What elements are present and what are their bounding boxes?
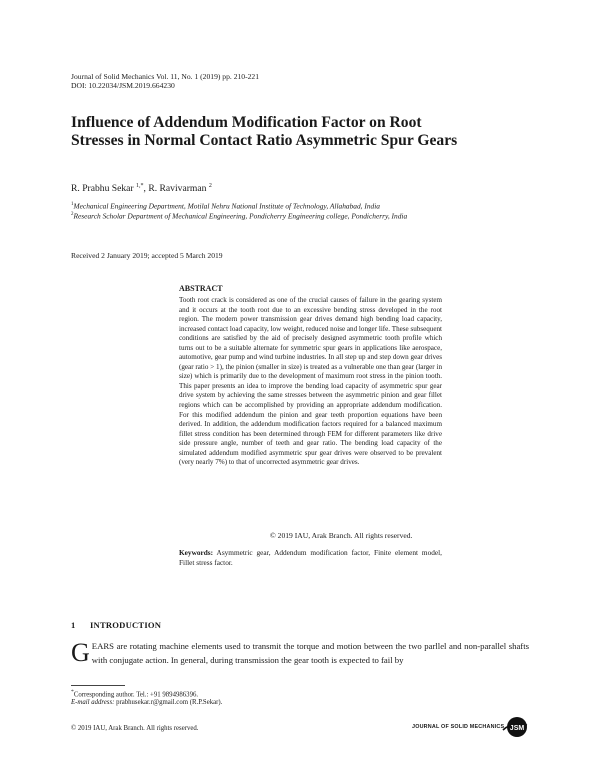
logo-text: JSM (509, 725, 525, 732)
abstract-copyright: © 2019 IAU, Arak Branch. All rights reserved. (270, 531, 413, 540)
keywords-text: Asymmetric gear, Addendum modification factor, Finite element model, Fillet stress factor. (179, 548, 442, 567)
author-affil-marker: 2 (208, 183, 212, 189)
journal-citation: Journal of Solid Mechanics Vol. 11, No. 1 (2019) pp. 210-221 (71, 72, 259, 81)
section-number: 1 (71, 620, 76, 630)
drop-cap: G (71, 638, 90, 667)
email-owner: (R.P.Sekar). (188, 699, 223, 706)
received-dates: Received 2 January 2019; accepted 5 March 2019 (71, 251, 223, 260)
journal-header (71, 72, 259, 91)
footnote-divider (71, 685, 125, 686)
intro-paragraph (71, 640, 529, 667)
author-separator: , (143, 183, 149, 195)
paper-title: Influence of Addendum Modification Factor on Root Stresses in Normal Contact Ratio Asymmetric Spur Gears (71, 114, 458, 150)
abstract-body: Tooth root crack is considered as one of the crucial causes of failure in the gearing system and it occurs at the tooth root due to an excessive bending stress developed in the root region. The modern power transmission gear drives demand high bending load capacity, increased contact load capacity, low weight, reduced noise and longer life. These subsequent conditions are satisfied by the aid of precisely designed asymmetric tooth profile which turns out to be a suitable alternate for symmetric spur gears in applications like aerospace, automotive, gear pump and wind turbine industries. In all step up and step down gear drives (gear ratio > 1), the pinion (smaller in size) is treated as a vulnerable one than gear (larger in size) which is primarily due to the development of maximum root stress in the pinion tooth. This paper presents an idea to improve the bending load capacity of asymmetric spur gear drive system by achieving the same stresses between the asymmetric pinion and gear fillet regions which can be accomplished by providing an appropriate addendum modification. For this modified addendum the pinion and gear teeth proportion equations have been derived. In addition, the addendum modification factors required for a balanced maximum fillet stress condition has been determined through FEM for different parameters like drive side pressure angle, number of teeth and gear ratio. The bending load capacity of the simulated addendum modified asymmetric spur gear drives were observed to be prevalent (very nearly 7%) to that of uncorrected asymmetric gear drives. (179, 296, 442, 467)
email-label: E-mail address: (71, 699, 117, 706)
footnote-marker: * (71, 689, 74, 695)
abstract-heading: ABSTRACT (179, 284, 223, 293)
footnote-text: Corresponding author. Tel.: +91 9894986396. (73, 691, 199, 699)
email-address[interactable]: prabhusekar.r@gmail.com (116, 699, 189, 706)
section-heading (71, 620, 161, 630)
footnote-email (71, 698, 371, 707)
author-name: R. Ravivarman (148, 183, 207, 195)
jsm-logo-icon (501, 716, 529, 738)
intro-text: EARS are rotating machine elements used to transmit the torque and motion between the two parllel and non-parallel shafts with conjugate action. In general, during transmission the gear tooth is expected to fail by (91, 641, 529, 665)
journal-doi: DOI: 10.22034/JSM.2019.664230 (71, 81, 175, 91)
footer-copyright: © 2019 IAU, Arak Branch. All rights reserved. (71, 725, 199, 732)
affiliation-text: Mechanical Engineering Department, Motilal Nehru National Institute of Technology, Allahabad, India (73, 201, 380, 211)
section-title: INTRODUCTION (90, 620, 162, 630)
keywords-label: Keywords: (179, 548, 214, 557)
author-list (71, 183, 212, 194)
affiliation-text: Research Scholar Department of Mechanical Engineering, Pondicherry Engineering college, Pondicherry, India (73, 211, 408, 221)
affiliation-marker: 1 (71, 202, 74, 207)
affiliation-2 (71, 210, 531, 221)
author-affil-marker: 1,* (136, 183, 144, 189)
affiliation-marker: 2 (71, 212, 74, 217)
keywords (179, 548, 442, 567)
footer-journal-name: JOURNAL OF SOLID MECHANICS (412, 724, 505, 730)
author-name: R. Prabhu Sekar (71, 183, 134, 195)
